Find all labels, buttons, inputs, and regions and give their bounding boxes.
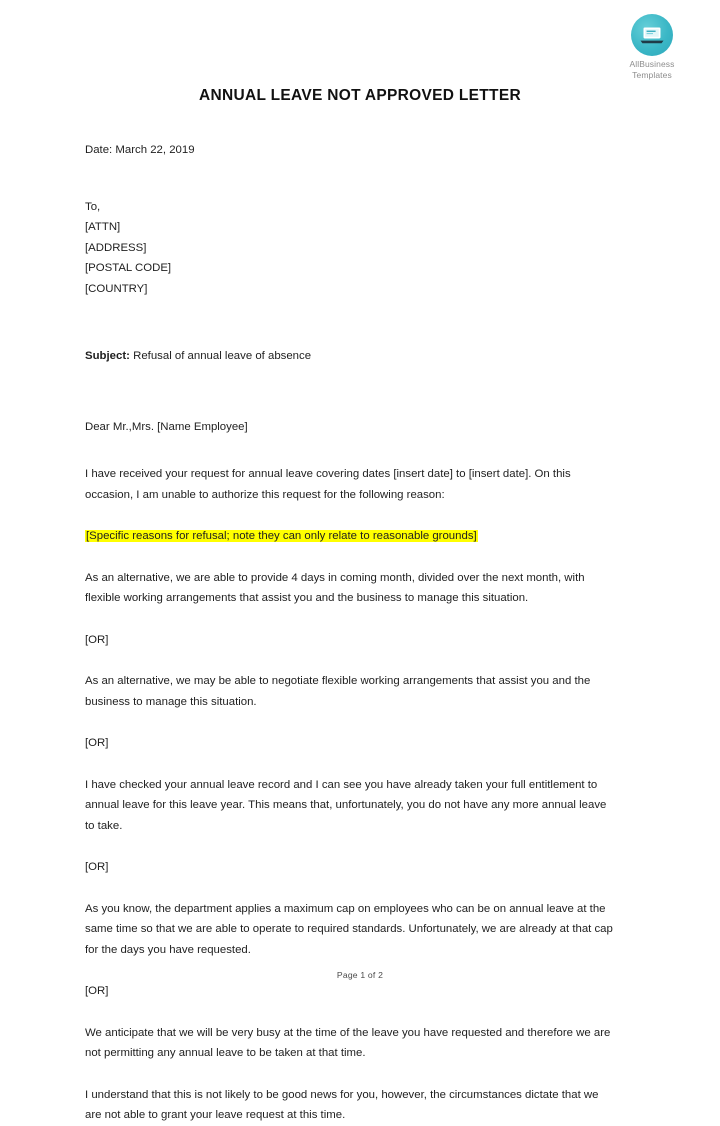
option-paragraph-5: We anticipate that we will be very busy at the time of the leave you have requested and therefore we are not permitting any annual leave to be taken at that time. [85, 1026, 611, 1059]
recipient-line-address: [ADDRESS] [85, 241, 147, 254]
recipient-line-attn: [ATTN] [85, 221, 121, 233]
recipient-line-country: [COUNTRY] [85, 282, 148, 295]
intro-paragraph: I have received your request for annual leave covering dates [insert date] to [insert date]. On this occasion, I am unable to authorize this request for the following reason: [85, 468, 571, 501]
brand-logo-line-2: Templates [632, 69, 672, 80]
option-paragraph-2: As an alternative, we may be able to negotiate flexible working arrangements that assist you and the business to manage this situation. [85, 675, 591, 708]
or-marker-3: [OR] [85, 861, 109, 873]
recipient-line-to: To, [85, 200, 101, 213]
option-paragraph-4: As you know, the department applies a maximum cap on employees who can be on annual leave at the same time so that we are able to operate to required standards. Unfortunately, we are already at that cap for the days you have requested. [85, 902, 613, 956]
or-marker-4: [OR] [85, 985, 109, 997]
or-marker-2: [OR] [85, 737, 109, 749]
brand-logo-text [604, 59, 700, 80]
page-title: ANNUAL LEAVE NOT APPROVED LETTER [199, 87, 521, 104]
subject-label: Subject: [85, 350, 130, 362]
laptop-icon [631, 14, 673, 56]
salutation: Dear Mr.,Mrs. [Name Employee] [85, 420, 248, 433]
closing-paragraph: I understand that this is not likely to be good news for you, however, the circumstances dictate that we are not able to grant your leave request at this time. [85, 1088, 599, 1121]
recipient-line-postal-code: [POSTAL CODE] [85, 262, 172, 274]
subject-line [85, 346, 618, 367]
brand-logo-line-1: AllBusiness [629, 59, 675, 69]
option-paragraph-1: As an alternative, we are able to provide 4 days in coming month, divided over the next month, with flexible working arrangements that assist you and the business to manage this situation. [85, 571, 585, 604]
option-paragraph-3: I have checked your annual leave record and I can see you have already taken your full entitlement to annual leave for this leave year. This means that, unfortunately, you do not have any more annual leave to take. [85, 778, 607, 832]
date-line: Date: March 22, 2019 [85, 144, 195, 156]
or-marker-1: [OR] [85, 633, 109, 646]
highlighted-note-text: [Specific reasons for refusal; note they can only relate to reasonable grounds] [86, 530, 477, 542]
recipient-address-block [85, 197, 618, 300]
brand-logo [604, 14, 700, 80]
subject-text: Refusal of annual leave of absence [129, 350, 312, 362]
page-footer: Page 1 of 2 [336, 970, 384, 980]
highlighted-note [85, 526, 618, 547]
